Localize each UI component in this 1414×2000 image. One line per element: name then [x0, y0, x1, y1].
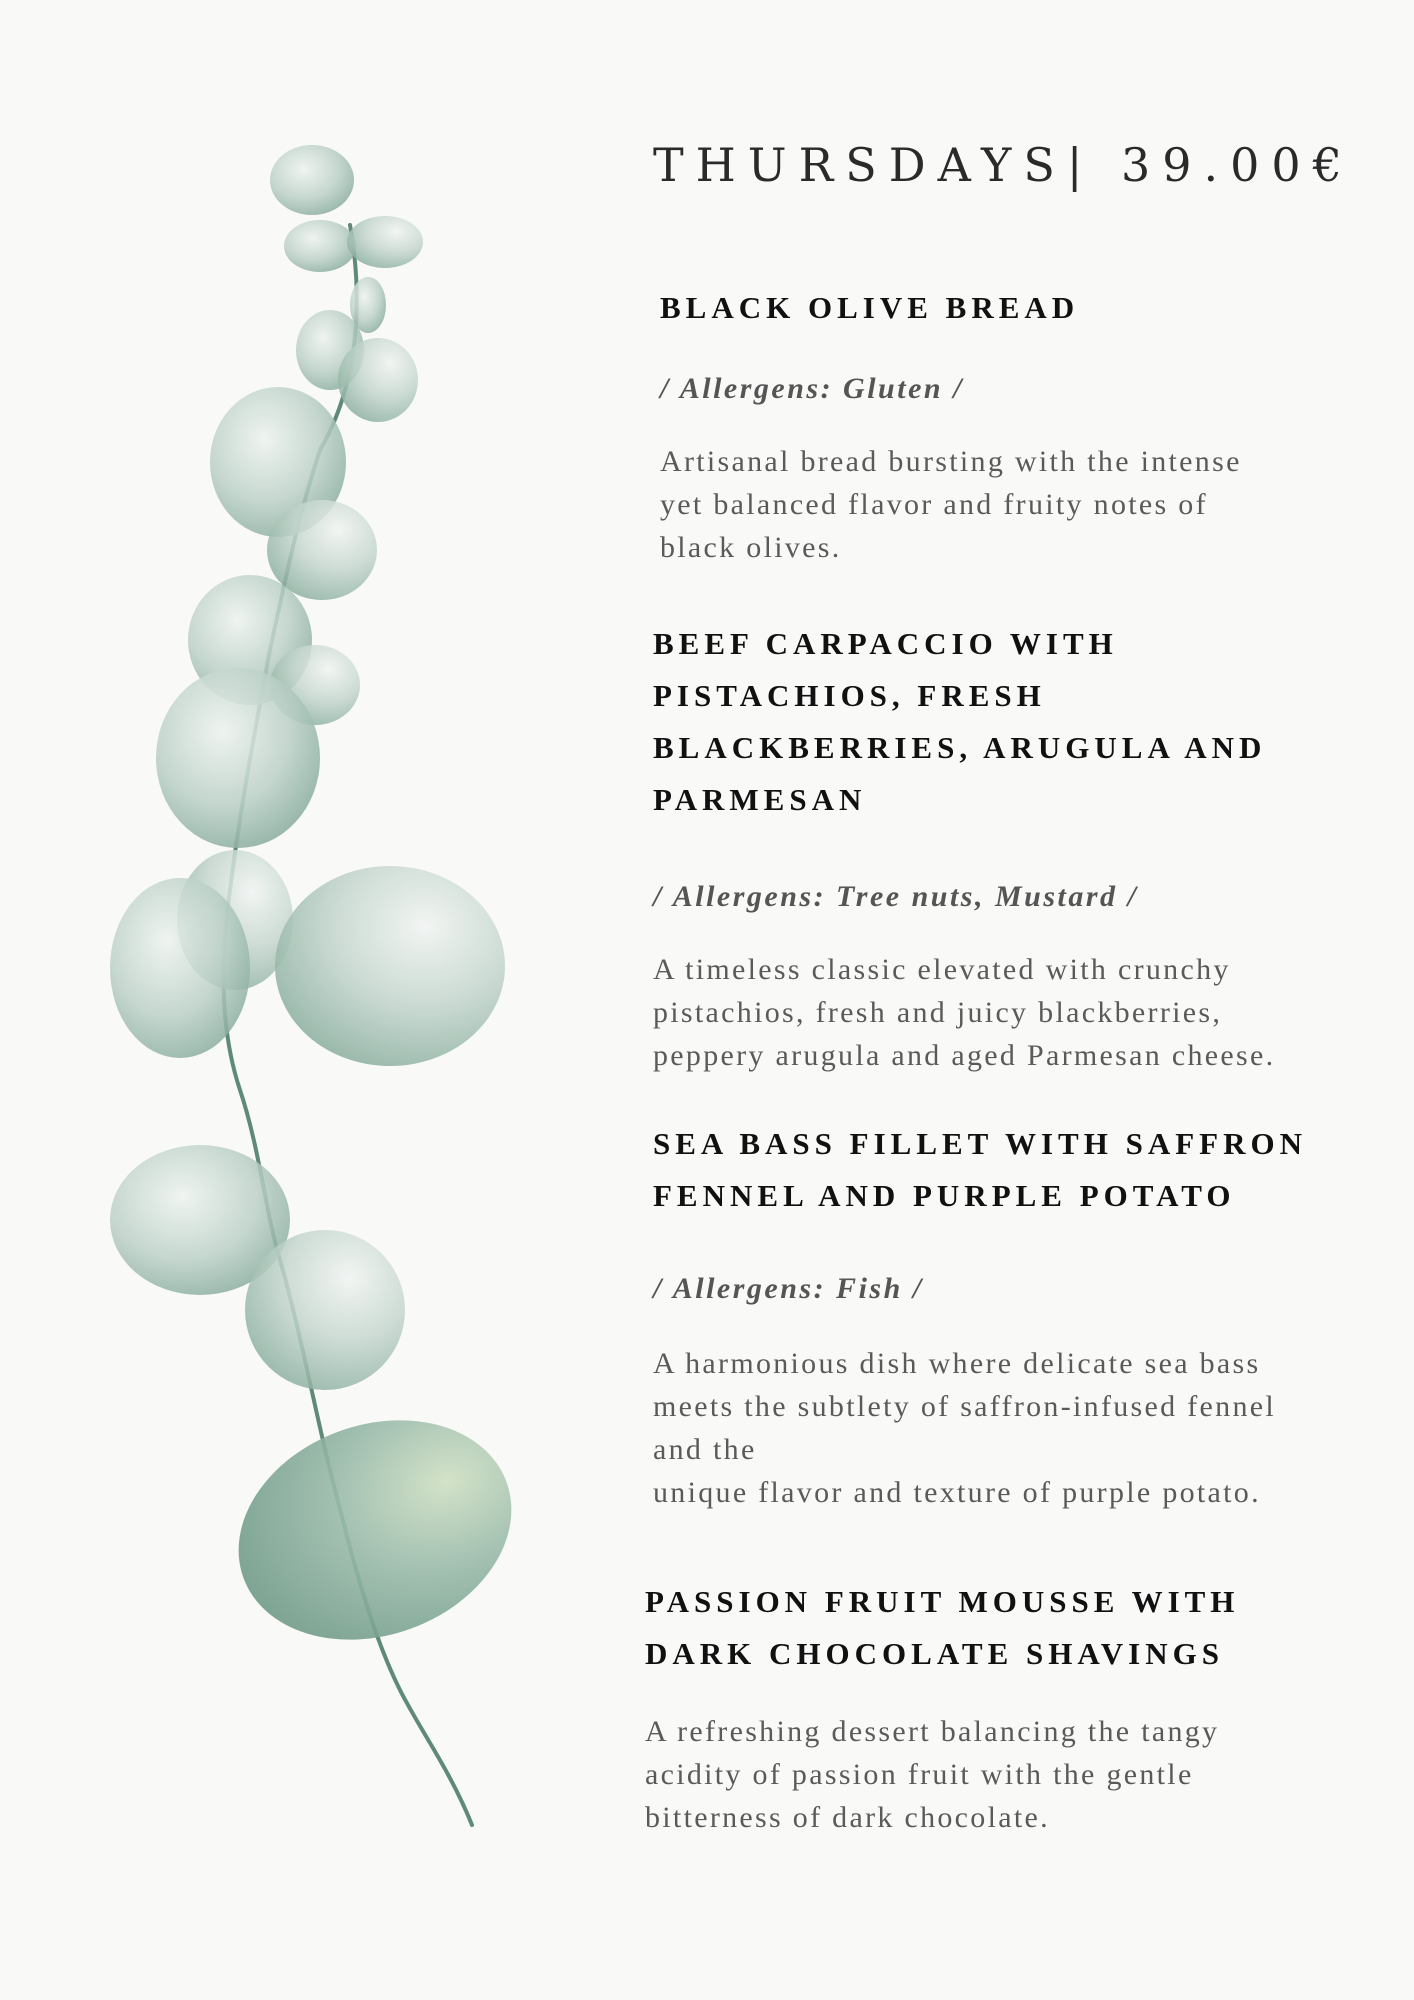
- menu-item: [645, 1576, 1345, 1839]
- menu-item: [653, 618, 1353, 1077]
- dish-name: PASSION FRUIT MOUSSE WITH DARK CHOCOLATE SHAVINGS: [645, 1584, 1240, 1671]
- dish-description: A refreshing dessert balancing the tangy acidity of passion fruit with the gentle bitterness of dark chocolate.: [645, 1715, 1220, 1834]
- page-title: THURSDAYS| 39.00€: [653, 138, 1354, 192]
- dish-description: Artisanal bread bursting with the intense yet balanced flavor and fruity notes of black olives.: [660, 445, 1242, 564]
- dish-description: A harmonious dish where delicate sea bass meets the subtlety of saffron-infused fennel and the unique flavor and texture of purple potato.: [653, 1347, 1276, 1509]
- dish-description: A timeless classic elevated with crunchy pistachios, fresh and juicy blackberries, peppery arugula and aged Parmesan cheese.: [653, 953, 1276, 1072]
- allergens-note: / Allergens: Tree nuts, Mustard /: [653, 880, 1139, 913]
- eucalyptus-branch-icon: [100, 130, 620, 1890]
- menu-item: [660, 282, 1360, 569]
- allergens-note: / Allergens: Gluten /: [660, 372, 964, 405]
- dish-name: BLACK OLIVE BREAD: [660, 290, 1080, 325]
- menu-item: [653, 1118, 1353, 1514]
- dish-name: SEA BASS FILLET WITH SAFFRON FENNEL AND PURPLE POTATO: [653, 1126, 1307, 1213]
- allergens-note: / Allergens: Fish /: [653, 1272, 924, 1305]
- dish-name: BEEF CARPACCIO WITH PISTACHIOS, FRESH BLACKBERRIES, ARUGULA AND PARMESAN: [653, 626, 1267, 817]
